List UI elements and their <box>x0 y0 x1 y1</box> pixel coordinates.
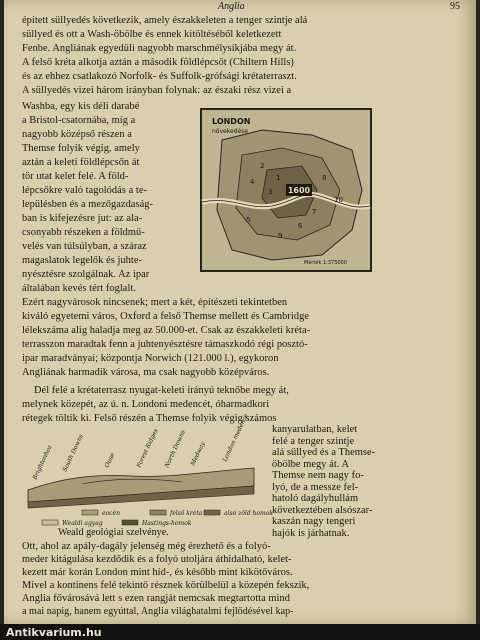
body-line: lépcsőkre való tagolódás a te- <box>22 185 147 196</box>
section-place-label: Ouse <box>103 451 117 469</box>
body-line: a mai napig, hanem egyúttal, Anglia világhatalmi fejlődésével kap- <box>22 606 294 617</box>
watermark-text: Antikvarium.hu <box>6 626 102 639</box>
map-subtitle: növekedése <box>212 128 248 135</box>
body-line: melynek közepét, az ú. n. Londoni medencét, óharmadkori <box>22 399 270 410</box>
map-title: LONDON <box>212 117 251 126</box>
body-line: alá süllyed és a Themse- <box>272 447 376 458</box>
map-district-number: 2 <box>260 162 265 170</box>
legend-label: Hastings-homok <box>142 520 192 527</box>
body-line: csonyabb részeken a földmű- <box>22 227 145 238</box>
legend-swatch <box>42 520 58 525</box>
body-line: hajók is járhatnak. <box>272 527 350 539</box>
body-line: kaszán nagy tengeri <box>272 516 356 527</box>
page-number: 95 <box>450 1 460 12</box>
map-district-number: 7 <box>312 208 317 216</box>
body-line: felé a tenger szintje <box>272 435 355 447</box>
map-district-number: 9 <box>278 232 283 240</box>
weald-figure-caption: Weald geológiai szelvénye. <box>58 527 169 538</box>
map-year-label: 1600 <box>287 186 311 195</box>
legend-swatch <box>82 510 98 515</box>
legend-label: eocén <box>102 510 120 517</box>
body-line: Ott, ahol az apály-dagály jelenség még érezhető és a folyó- <box>22 541 271 552</box>
section-place-label: Brightonhoz <box>31 443 54 481</box>
legend-label: Wealdi agyag <box>62 520 103 527</box>
section-place-label: London medence <box>221 412 250 463</box>
london-growth-map <box>200 108 372 272</box>
body-line: lyó, de a messze fel- <box>272 481 359 493</box>
book-page <box>4 0 476 624</box>
body-line: lélekszáma alig haladja meg az 50.000-et. Csak az északkeleti kréta- <box>22 325 311 336</box>
body-line: épített süllyedés következik, amely északkeleten a tenger szintje alá <box>22 15 308 26</box>
body-line: öbölbe megy át. A <box>272 458 350 470</box>
body-line: Ezért nagyvárosok nincsenek; mert a két, építészeti tekintetben <box>22 297 288 308</box>
legend-label: felső kréta <box>170 510 203 517</box>
section-place-label: South Downs <box>61 433 85 473</box>
section-place-label: Forest Ridges <box>135 427 160 469</box>
body-line: terrasszon maradtak fenn a juhtenyésztésre támaszkodó régi posztó- <box>22 339 308 350</box>
map-district-number: 4 <box>250 178 255 186</box>
body-line: Mivel a kontinens felé tekintő résznek körülbelül a közepén fekszik, <box>22 580 310 591</box>
map-district-number: 5 <box>246 216 251 224</box>
body-line: kezett már korán London mint híd-, és később mint kikötőváros. <box>22 567 293 578</box>
map-district-number: 10 <box>334 196 343 204</box>
body-line: Fenbe. Angliának egyedüli nagyobb marschmélysíkjába megy át. <box>22 43 297 54</box>
body-line: lepülésben és a mezőgazdaság- <box>22 199 153 210</box>
body-line: kanyarulatban, kelet <box>272 424 358 435</box>
section-place-label: Medway <box>189 440 207 467</box>
body-line: Dél felé a krétaterrasz nyugat-keleti irányú teknőbe megy át, <box>34 385 289 396</box>
legend-swatch <box>204 510 220 515</box>
body-line: kiváló egyetemi város, Oxford a felső Themse mellett és Cambridge <box>22 311 309 322</box>
section-place-label: North Downs <box>163 429 187 469</box>
body-line: a Bristol-csatornába, míg a <box>22 115 136 126</box>
body-line: rétegek töltik ki. Felső részén a Themse folyik végig számos <box>22 413 277 424</box>
legend-label: alsó zöld homok <box>224 510 273 517</box>
body-line: Washba, egy kis déli darabé <box>22 101 140 112</box>
body-line: Themse folyik végig, amely <box>22 143 140 154</box>
body-line: Themse nem nagy fo- <box>272 470 364 481</box>
map-district-number: 8 <box>322 174 327 182</box>
body-line: ban is kifejezésre jut: az ala- <box>22 213 143 224</box>
body-line: Angliának harmadik városa, ma csak nagyobb középváros. <box>22 367 270 378</box>
london-map-drawing <box>202 110 370 270</box>
body-line: következtében alsószar- <box>272 504 373 516</box>
body-line: általában kevés tért foglalt. <box>22 283 136 294</box>
map-district-number: 3 <box>268 188 273 196</box>
body-line: magaslatok legelők és juhte- <box>22 255 142 266</box>
body-line: velés van túlsúlyban, a száraz <box>22 241 147 252</box>
map-district-number: 6 <box>298 222 303 230</box>
body-line: A felső kréta alkotja aztán a második földlépcsőt (Chiltern Hills) <box>22 57 294 68</box>
body-line: meder kitágulása kezdődik és a folyó utoljára áthidalható, kelet- <box>22 554 292 565</box>
legend-swatch <box>122 520 138 525</box>
body-line: aztán a keleti földlépcsőn át <box>22 157 140 168</box>
body-line: süllyed és ott a Wash-öbölbe és ennek kitöltéséből keletkezett <box>22 29 282 40</box>
map-scale: Mérték 1:375000 <box>304 260 347 266</box>
body-line: ipar maradványai; központja Norwich (121.000 l.), egykoron <box>22 353 279 364</box>
body-line: és az ehhez csatlakozó Norfolk- és Suffolk-grófsági krétaterraszt. <box>22 71 297 82</box>
body-line: nagyobb középső részen a <box>22 129 132 140</box>
body-line: nyésztésre szolgálnak. Az ipar <box>22 269 150 280</box>
running-title: Anglia <box>218 1 245 12</box>
body-line: tör utat kelet felé. A föld- <box>22 171 129 182</box>
map-district-number: 1 <box>276 174 281 182</box>
body-line: Anglia fővárosává lett s ezen rangját nemcsak megtartotta mind <box>22 593 290 604</box>
body-line: hatoló dagályhullám <box>272 493 359 504</box>
running-header <box>4 0 476 14</box>
legend-swatch <box>150 510 166 515</box>
body-line: A süllyedés vizei három irányban folynak: az északi rész vizei a <box>22 85 292 96</box>
